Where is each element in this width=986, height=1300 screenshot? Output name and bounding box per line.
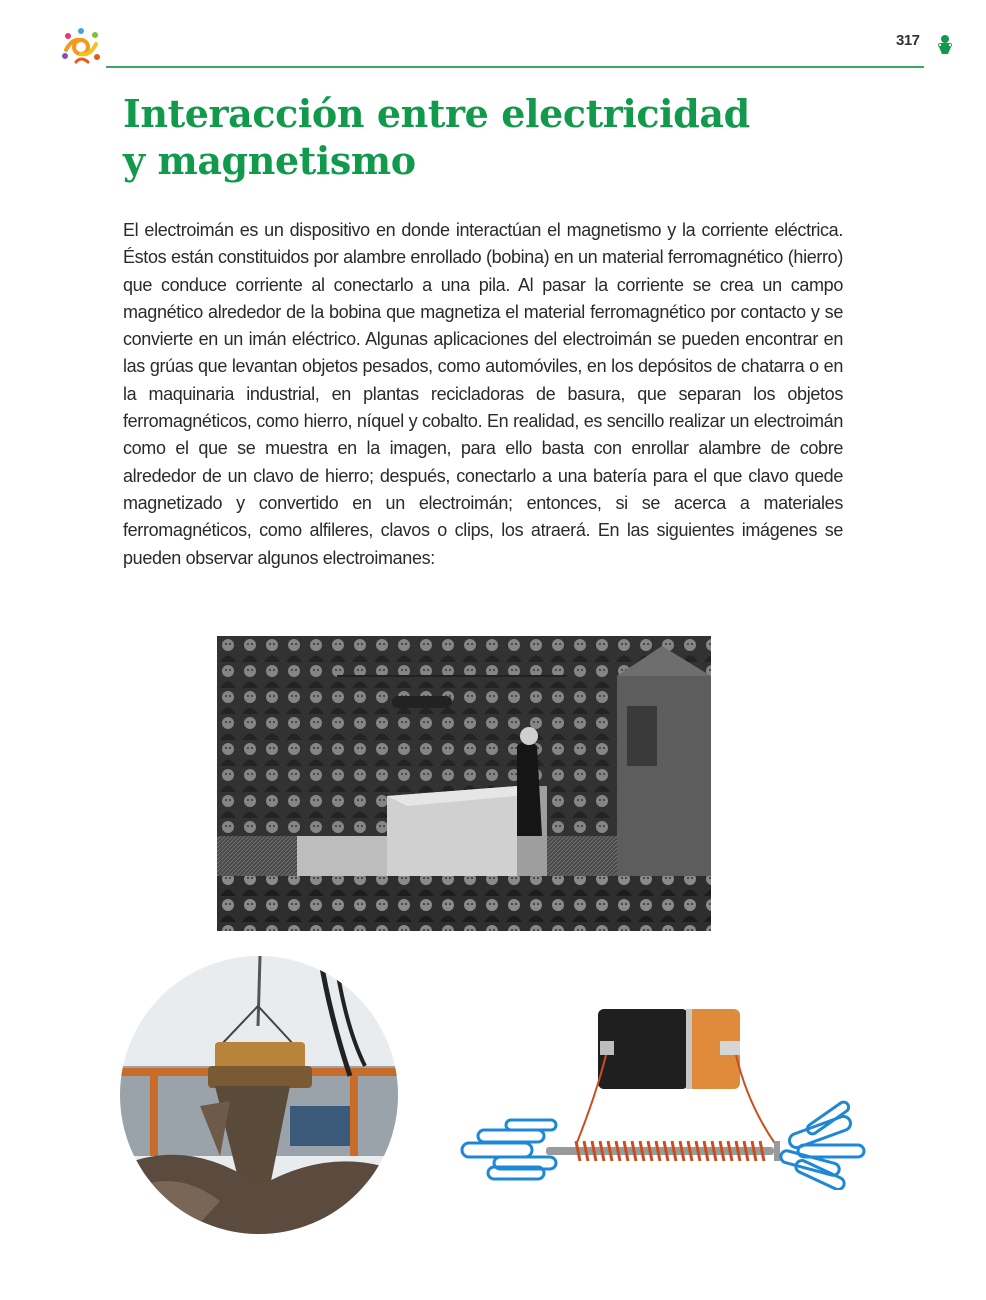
page-title	[123, 90, 823, 184]
header-rule	[106, 66, 924, 68]
lecture-engraving-image	[217, 636, 711, 931]
body-paragraph: El electroimán es un dispositivo en donde interactúan el magnetismo y la corriente eléctrica. Éstos están constituidos por alambre enrollado (bobina) en un material ferromagnético (hierro) que conduce corriente al conectarlo a una pila. Al pasar la corriente se crea un campo magnético alrededor de la bobina que magnetiza el material ferromagnético por contacto y se convierte en un imán eléctrico. Algunas aplicaciones del electroimán se pueden encontrar en las grúas que levantan objetos pesados, como automóviles, en los depósitos de chatarra o en la maquinaria industrial, en plantas recicladoras de basura, que separan los objetos ferromagnéticos, como hierro, níquel y cobalto. En realidad, es sencillo realizar un electroimán como el que se muestra en la imagen, para ello basta con enrollar alambre de cobre alrededor de un clavo de hierro; después, conectarlo a una batería para el que clavo quede magnetizado y convertido en un electroimán; entonces, si se acerca a materiales ferromagnéticos, como alfileres, clavos o clips, los atraerá. En las siguientes imágenes se pueden observar algunos electroimanes:	[123, 220, 843, 568]
title-line-2: y magnetismo	[123, 138, 416, 183]
crane-electromagnet-photo	[120, 956, 398, 1234]
title-line-1: Interacción entre electricidad	[123, 91, 750, 136]
colorful-figures-logo-icon	[58, 26, 104, 68]
green-emblem-icon	[934, 33, 956, 55]
page-number: 317	[896, 32, 920, 49]
nail-electromagnet-illustration	[458, 1005, 878, 1190]
